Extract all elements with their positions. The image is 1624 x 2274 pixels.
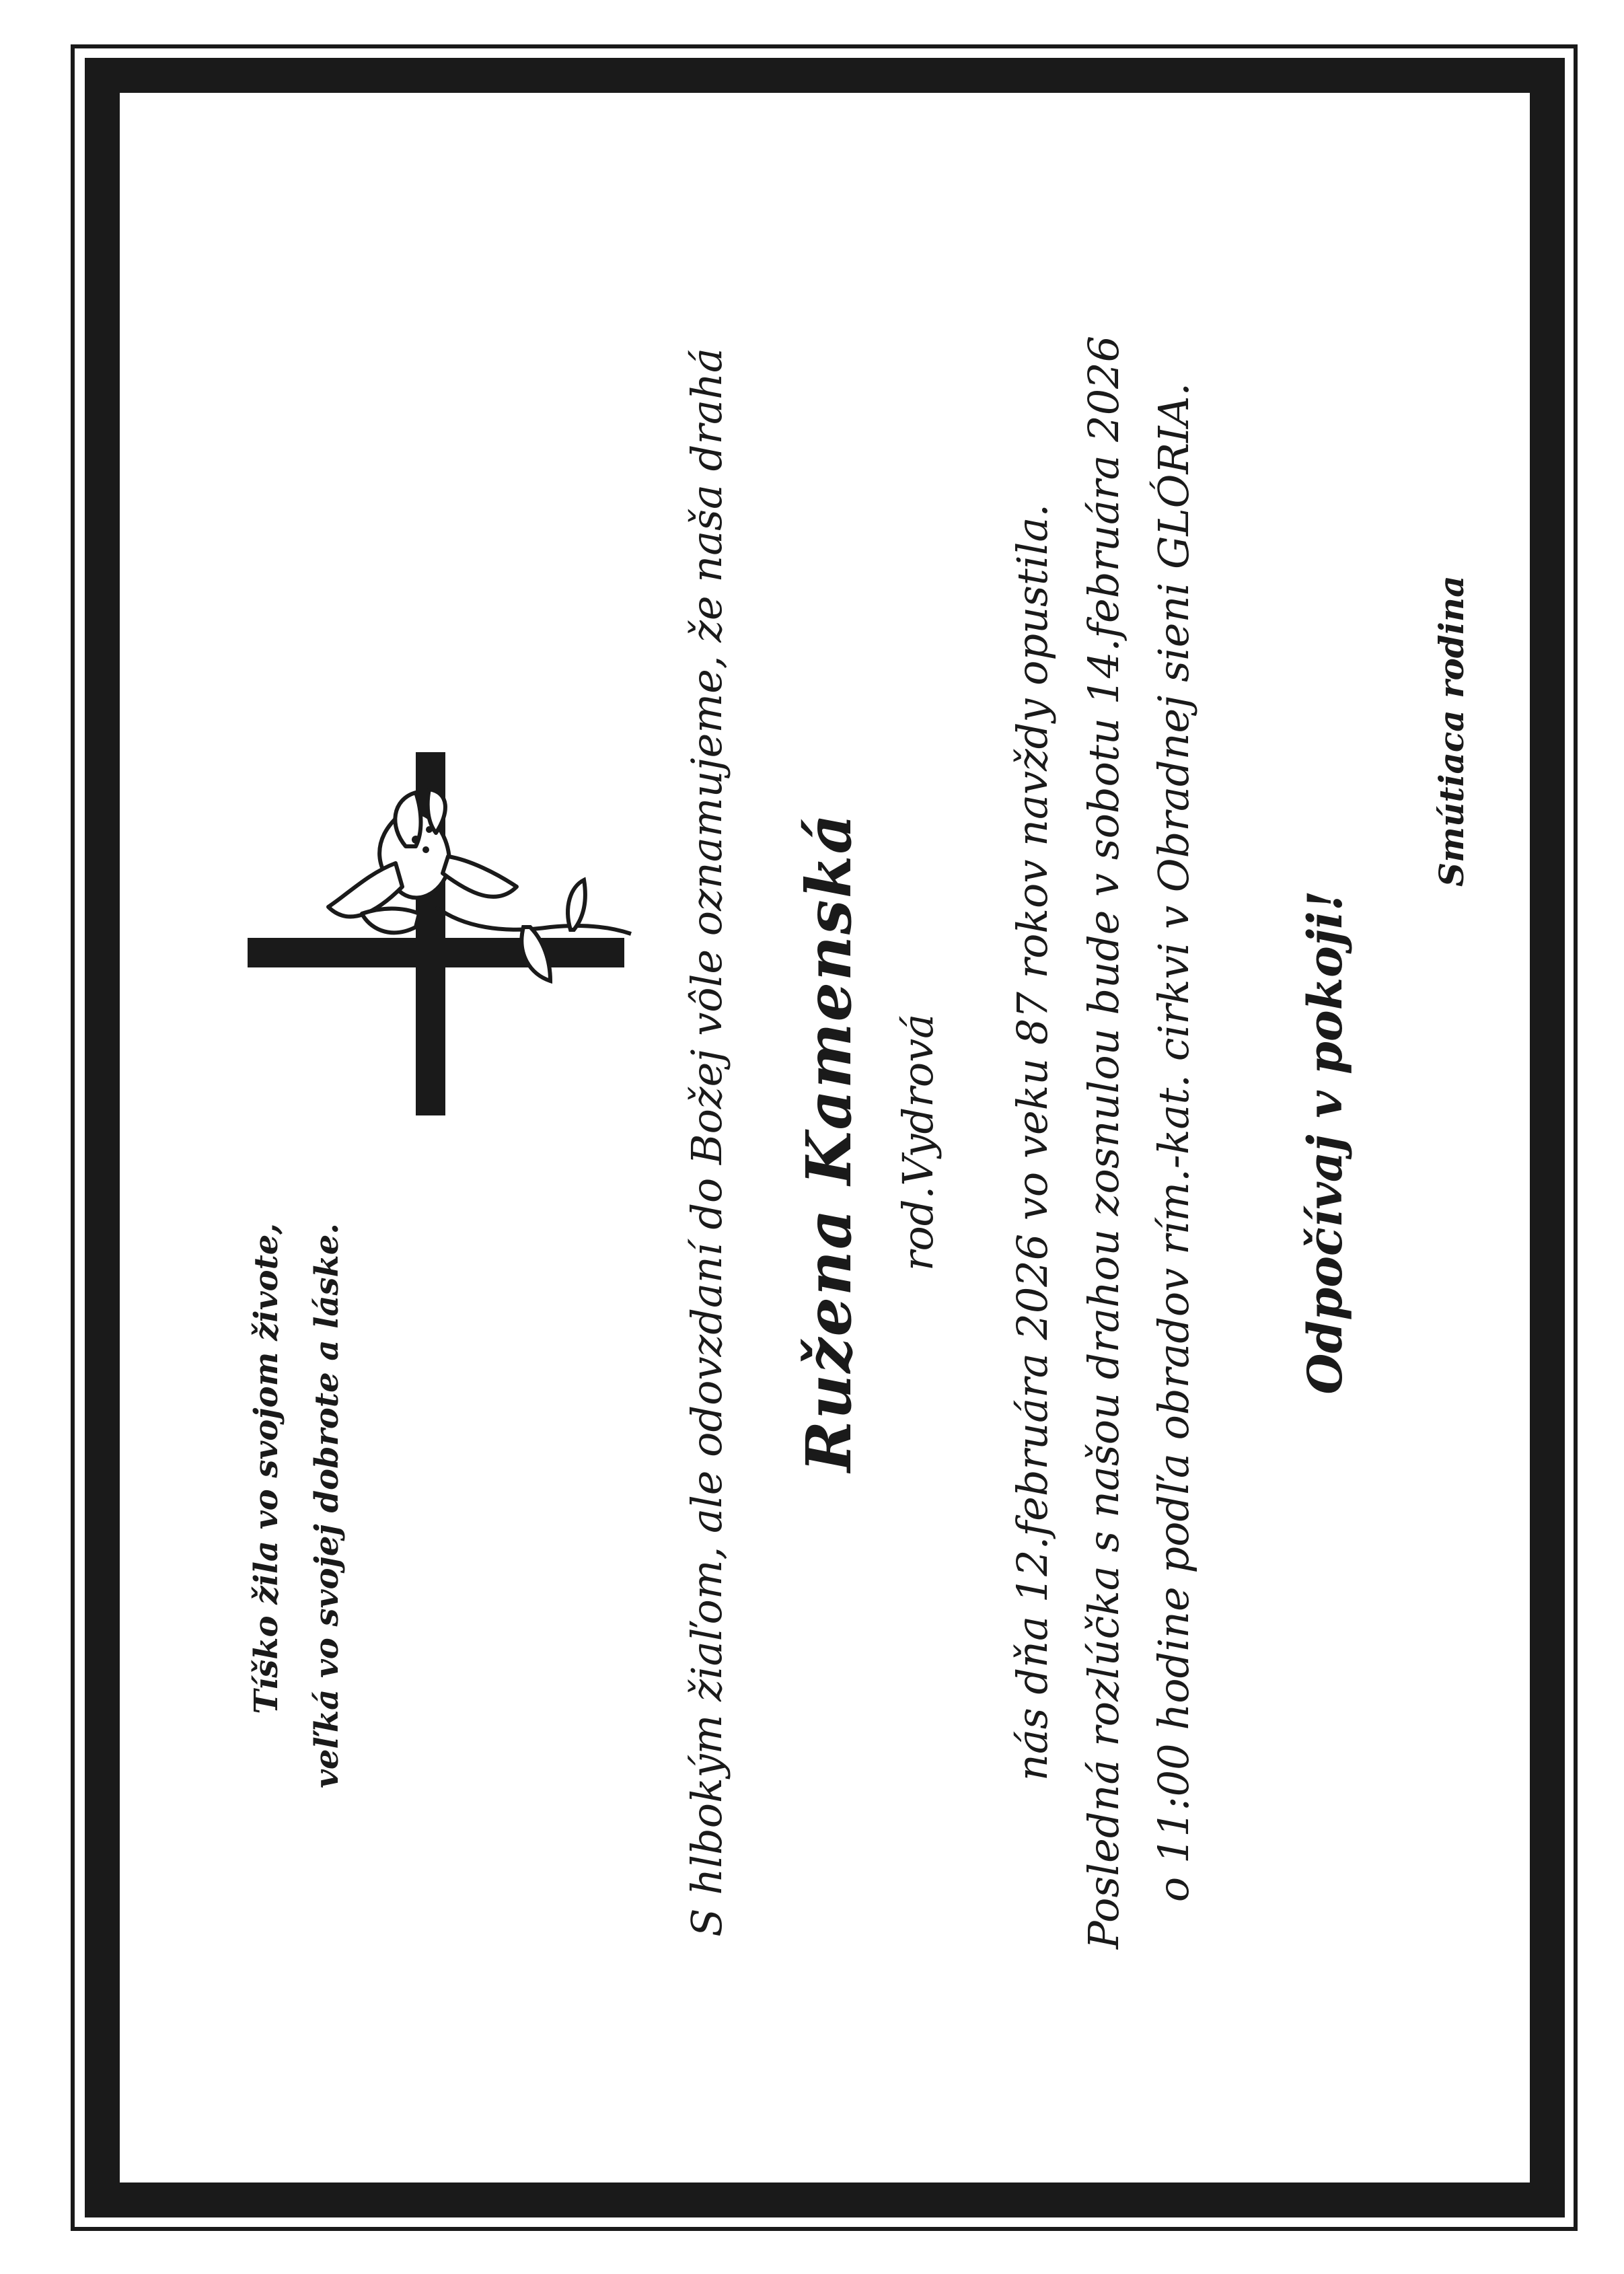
notice-content bbox=[120, 106, 1485, 2178]
death-date-line: nás dňa 12.februára 2026 vo veku 87 rokov navždy opustila. bbox=[1008, 503, 1057, 1782]
verse-line-2: veľká vo svojej dobrote a láske. bbox=[308, 1223, 346, 1788]
deceased-name: Ružena Kamenská bbox=[792, 812, 865, 1473]
ceremony-time-line: o 11:00 hodine podľa obradov rím.-kat. cirkvi v Obradnej sieni GLÓRIA. bbox=[1149, 382, 1198, 1903]
family-signature: Smútiaca rodina bbox=[1432, 575, 1471, 887]
intro-text: S hlbokým žiaľom, ale odovzdaní do Božej vôle oznamujeme, že naša drahá bbox=[682, 348, 731, 1937]
verse-line-1: Tíško žila vo svojom živote, bbox=[248, 1223, 285, 1714]
maiden-name: rod.Vydrová bbox=[893, 1013, 943, 1272]
rest-in-peace: Odpočívaj v pokoji! bbox=[1297, 890, 1353, 1395]
farewell-line: Posledná rozlúčka s našou drahou zosnulou bude v sobotu 14.februára 2026 bbox=[1079, 335, 1128, 1950]
cross-with-lily-icon bbox=[234, 725, 638, 1129]
